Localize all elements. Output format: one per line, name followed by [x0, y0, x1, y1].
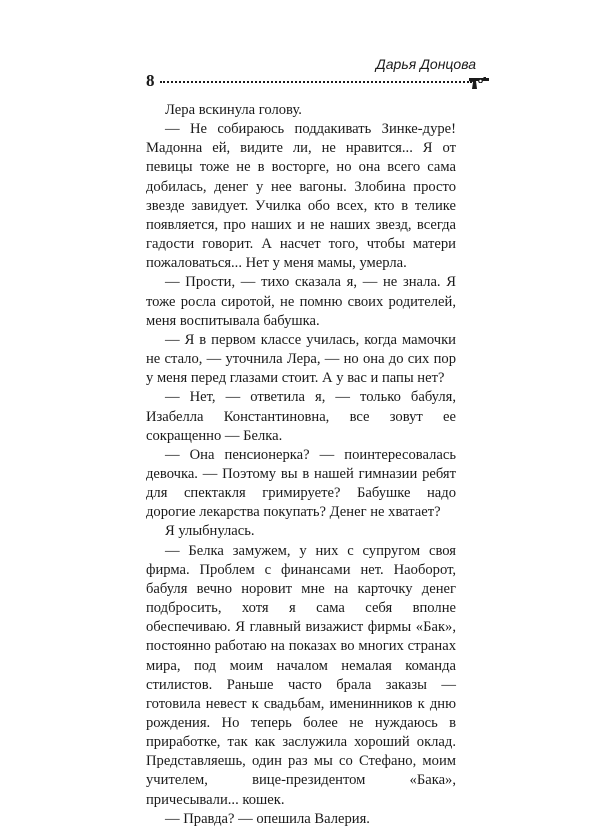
body-text: [146, 101, 456, 829]
dotted-rule: [160, 81, 472, 83]
paragraph: — Я в первом классе училась, когда мамочки не стало, — уточнила Лера, — но она до сих пор у меня перед глазами стоит. А у вас и папы нет?: [146, 331, 456, 387]
running-header: [146, 56, 490, 92]
paragraph: — Правда? — опешила Валерия.: [165, 810, 370, 827]
paragraph: Лера вскинула голову.: [165, 102, 302, 118]
page-number: 8: [146, 71, 155, 90]
paragraph: — Нет, — ответила я, — только бабуля, Изабелла Константиновна, все зовут ее сокращенно — Белка.: [146, 389, 456, 444]
paragraph: — Прости, — тихо сказала я, — не знала. Я тоже росла сиротой, не помню своих родителей, меня воспитывала бабушка.: [146, 274, 456, 329]
paragraph: — Она пенсионерка? — поинтересовалась девочка. — Поэтому вы в нашей гимназии ребят для спектакля гримируете? Бабушке надо дорогие лекарства покупать? Денег не хватает?: [146, 446, 456, 521]
revolver-icon: [468, 75, 490, 91]
paragraph: — Белка замужем, у них с супругом своя фирма. Проблем с финансами нет. Наоборот, бабуля вечно норовит мне на карточку денег подбросить, хотя я сама себя вполне обеспечиваю. Я главный визажист фирмы «Бак», постоянно работаю на показах во многих странах мира, под моим началом немалая команда стилистов. Раньше часто брала заказы — готовила невест к свадьбам, именинников к дню рождения. Но теперь более не нуждаюсь в приработке, так как заслужила хороший оклад. Представляешь, один раз мы со Стефано, моим учителем, вице-президентом «Бака», причесывали... кошек.: [146, 542, 456, 808]
paragraph: — Не собираюсь поддакивать Зинке-дуре! Мадонна ей, видите ли, не нравится... Я от певицы тоже не в восторге, но она всего сама добилась, денег у нее вагоны. Злобина просто звезде завидует. Училка обо всех, кто в телике появляется, про наших и не наших звезд, всегда гадости говорит. А насчет того, чтобы матери пожаловаться... Нет у меня мамы, умерла.: [146, 121, 456, 272]
author-name: Дарья Донцова: [375, 56, 476, 72]
paragraph: Я улыбнулась.: [165, 523, 255, 540]
